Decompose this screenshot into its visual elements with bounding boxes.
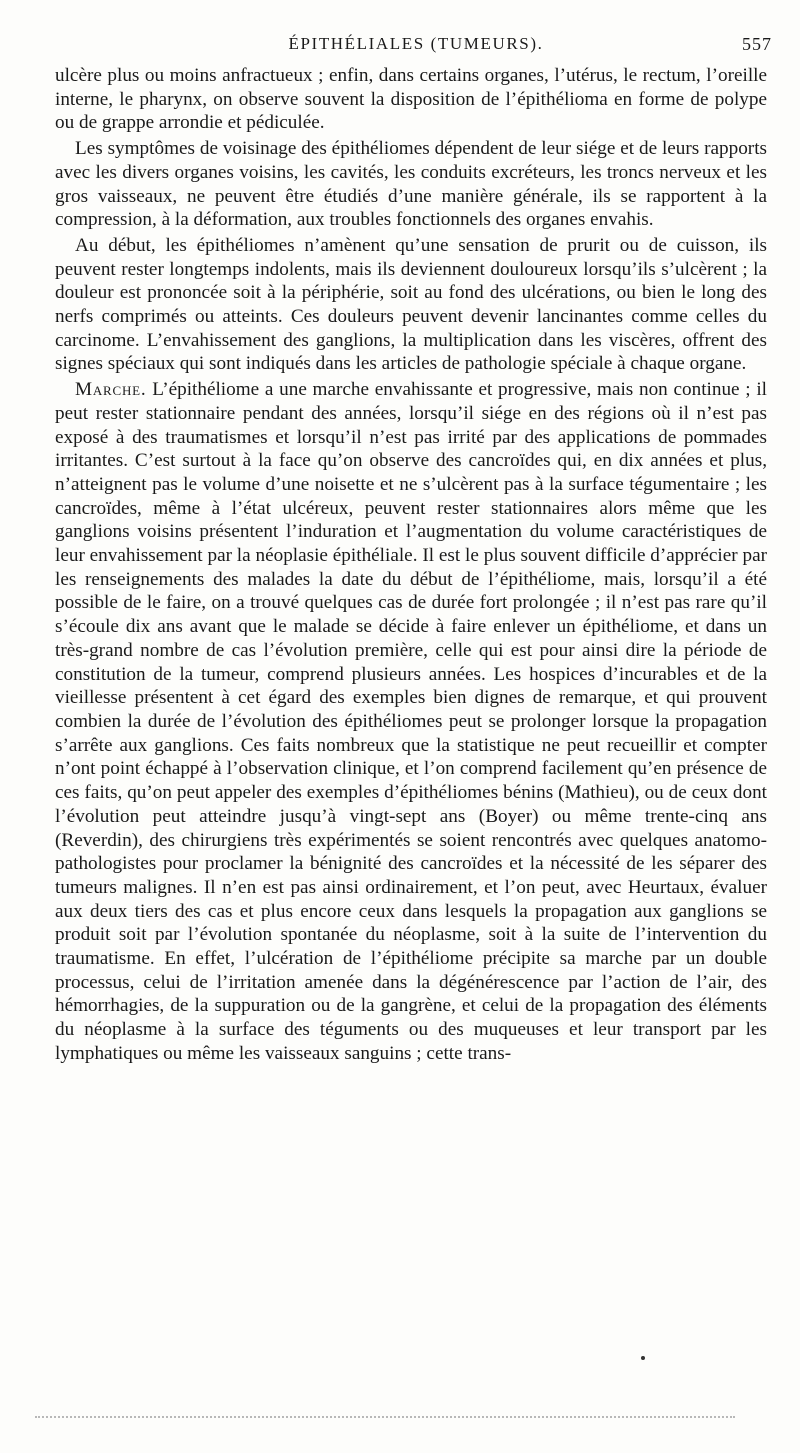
paragraph-symptomes-voisinage: Les symptômes de voisinage des épithéliomes dépendent de leur siége et de leurs rapports avec les divers organes voisins, les cavités, les conduits excréteurs, les troncs nerveux et les gros vaisseaux, ne peuvent être étudiés d’une manière générale, ils se rapportent à la compression, à la déformation, aux troubles fonctionnels des organes envahis. [55, 138, 767, 231]
ink-speck [641, 1356, 645, 1360]
page-number: 557 [742, 34, 772, 54]
running-head-title: ÉPITHÉLIALES (TUMEURS). [288, 34, 544, 53]
paragraph-marche [55, 378, 767, 1065]
section-lead-marche: Marche. [75, 379, 147, 401]
body-text [55, 64, 767, 1066]
running-head [60, 34, 772, 60]
paragraph-continued: ulcère plus ou moins anfractueux ; enfin, dans certains organes, l’utérus, le rectum, l’oreille interne, le pharynx, on observe souvent la disposition de l’épithélioma en forme de polype ou de grappe arrondie et pédiculée. [55, 65, 767, 134]
paragraph-douleur: Au début, les épithéliomes n’amènent qu’une sensation de prurit ou de cuisson, ils peuvent rester longtemps indolents, mais ils deviennent douloureux lorsqu’ils s’ulcèrent ; la douleur est prononcée soit à la périphérie, soit au fond des ulcérations, ou bien le long des nerfs comprimés ou atteints. Ces douleurs peuvent devenir lancinantes comme celles du carcinome. L’envahissement des ganglions, la multiplication dans les viscères, offrent des signes spéciaux qui sont indiqués dans les articles de pathologie spéciale à chaque organe. [55, 234, 767, 375]
footer-dotted-rule [35, 1416, 735, 1418]
paragraph-marche-text: L’épithéliome a une marche envahissante et progressive, mais non continue ; il peut rester stationnaire pendant des années, lorsqu’il siége en des régions où il n’est pas exposé à des traumatismes et lorsqu’il n’est pas irrité par des applications de pommades irritantes. C’est surtout à la face qu’on observe des cancroïdes qui, en dix années et plus, n’atteignent pas le volume d’une noisette et ne s’ulcèrent pas à la surface tégumentaire ; les cancroïdes, même à l’état ulcéreux, peuvent rester stationnaires alors même que les ganglions voisins présentent l’induration et l’augmentation du volume caractéristiques de leur envahissement par la néoplasie épithéliale. Il est le plus souvent difficile d’apprécier par les renseignements des malades la date du début de l’épithéliome, mais, lorsqu’il a été possible de le faire, on a trouvé quelques cas de durée fort prolongée ; il n’est pas rare qu’il s’écoule dix ans avant que le malade se décide à faire enlever un épithéliome, et dans un très-grand nombre de cas l’évolution première, celle qui est pour ainsi dire la période de constitution de la tumeur, comprend plusieurs années. Les hospices d’incurables et de la vieillesse présentent à cet égard des exemples bien dignes de remarque, et qui prouvent combien la durée de l’évolution des épithéliomes peut se prolonger lorsque la propagation s’arrête aux ganglions. Ces faits nombreux que la statistique ne peut recueillir et compter n’ont point échappé à l’observation clinique, et l’on comprend facilement qu’en présence de ces faits, qu’on peut appeler des exemples d’épithéliomes bénins (Mathieu), ou de ceux dont l’évolution peut atteindre jusqu’à vingt-sept ans (Boyer) ou même trente-cinq ans (Reverdin), des chirurgiens très expérimentés se soient rencontrés avec quelques anatomo-pathologistes pour proclamer la bénignité des cancroïdes et la nécessité de les séparer des tumeurs malignes. Il n’en est pas ainsi ordinairement, et l’on peut, avec Heurtaux, évaluer aux deux tiers des cas et plus encore ceux dans lesquels la propagation aux ganglions se produit soit par l’évolution spontanée du néoplasme, soit à la suite de l’intervention du traumatisme. En effet, l’ulcération de l’épithéliome précipite sa marche par un double processus, celui de l’irritation amenée dans la dégénérescence par l’action de l’air, des hémorrhagies, de la suppuration ou de la gangrène, et celui de la propagation des éléments du néoplasme à la surface des téguments ou des muqueuses et leur transport par les lymphatiques ou même les vaisseaux sanguins ; cette trans- [55, 379, 767, 1064]
